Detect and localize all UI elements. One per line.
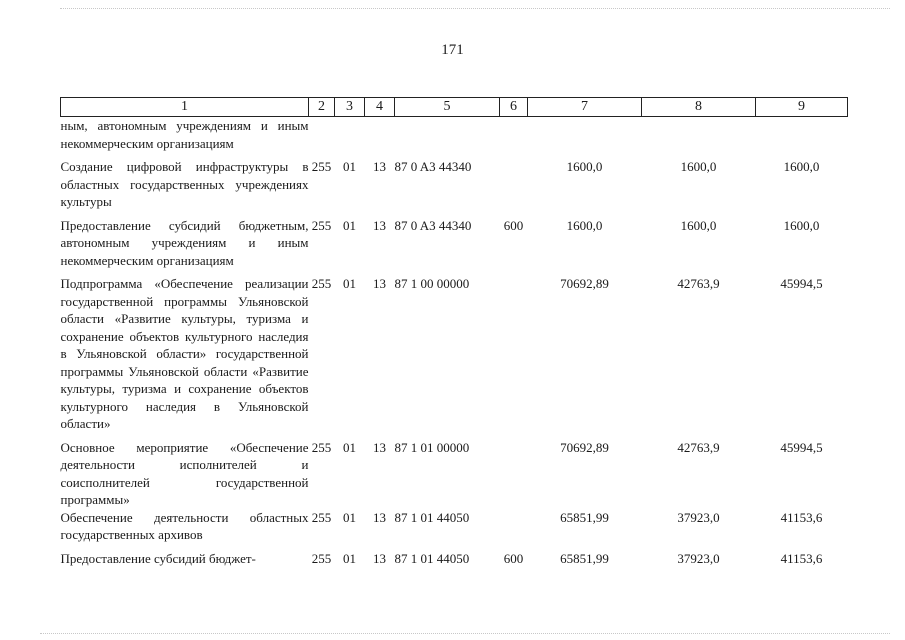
amount-col7-cell	[528, 117, 642, 153]
target-article-cell: 87 1 01 44050	[394, 550, 470, 566]
amount-col9-cell: 45994,5	[780, 276, 823, 291]
col-header-3: 3	[335, 98, 365, 117]
amount-col9-cell: 1600,0	[783, 217, 820, 233]
subsection-code-cell	[365, 117, 395, 153]
table-row	[61, 433, 848, 509]
chapter-code-cell: 255	[311, 159, 332, 174]
row-name-cell: ным, автономным учреждениям и иным некоммерческим организациям	[60, 118, 309, 151]
section-code-cell	[335, 117, 365, 153]
subsection-code-cell: 13	[373, 550, 386, 566]
amount-col9-cell: 41153,6	[780, 509, 823, 525]
row-name-cell: Предоставление субсидий бюджет-	[60, 550, 256, 566]
amount-col9-cell: 45994,5	[780, 439, 823, 455]
expense-type-cell	[500, 117, 528, 153]
expense-type-cell: 600	[503, 217, 524, 233]
amount-col7-cell: 70692,89	[560, 439, 609, 455]
col-header-4: 4	[365, 98, 395, 117]
target-article-cell: 87 1 01 00000	[394, 439, 470, 455]
col-header-5: 5	[395, 98, 500, 117]
amount-col8-cell: 37923,0	[677, 509, 720, 525]
section-code-cell: 01	[343, 276, 356, 291]
target-article-cell: 87 0 A3 44340	[394, 159, 472, 174]
target-article-cell: 87 1 01 44050	[394, 509, 470, 525]
amount-col7-cell: 1600,0	[566, 159, 603, 174]
subsection-code-cell: 13	[373, 159, 386, 174]
amount-col7-cell: 65851,99	[560, 550, 609, 566]
row-name-cell: Подпрограмма «Обеспечение реализации государственной программы Ульяновской области «Развитие культуры, туризма и сохранение объектов культурного наследия в Ульяновской области» государственной программы Ульяновской области «Развитие культуры, туризма и сохранение объектов культурного наследия в Ульяновской области»	[60, 276, 309, 431]
col-header-9: 9	[756, 98, 848, 117]
scan-edge-top	[60, 8, 890, 10]
col-header-1: 1	[61, 98, 309, 117]
amount-col8-cell	[642, 117, 756, 153]
header-row	[61, 98, 848, 117]
table-header	[61, 98, 848, 117]
table-row	[61, 509, 848, 544]
amount-col9-cell: 1600,0	[783, 159, 820, 174]
subsection-code-cell: 13	[373, 439, 386, 455]
target-article-cell	[395, 117, 500, 153]
row-name-cell: Основное мероприятие «Обеспечение деятельности исполнителей и соисполнителей государственной программы»	[60, 439, 309, 507]
chapter-code-cell: 255	[311, 217, 332, 233]
amount-col8-cell: 42763,9	[677, 276, 720, 291]
row-name-cell: Предоставление субсидий бюджетным, автономным учреждениям и иным некоммерческим организациям	[60, 217, 309, 268]
chapter-code-cell: 255	[311, 439, 332, 455]
target-article-cell: 87 0 A3 44340	[394, 217, 472, 233]
section-code-cell: 01	[343, 217, 356, 233]
section-code-cell: 01	[343, 159, 356, 174]
col-header-6: 6	[500, 98, 528, 117]
subsection-code-cell: 13	[373, 217, 386, 233]
row-name-cell: Создание цифровой инфраструктуры в областных государственных учреждениях культуры	[60, 159, 309, 209]
amount-col7-cell: 1600,0	[566, 217, 603, 233]
row-name-cell: Обеспечение деятельности областных государственных архивов	[60, 509, 309, 542]
amount-col8-cell: 42763,9	[677, 439, 720, 455]
table-row	[61, 152, 848, 211]
col-header-8: 8	[642, 98, 756, 117]
page-number: 171	[441, 42, 464, 58]
amount-col7-cell: 65851,99	[560, 509, 609, 525]
amount-col7-cell: 70692,89	[560, 276, 609, 291]
chapter-code-cell: 255	[311, 550, 332, 566]
expense-type-cell	[500, 269, 528, 433]
scan-edge-bottom	[40, 633, 890, 635]
table-row	[61, 211, 848, 270]
section-code-cell: 01	[343, 550, 356, 566]
amount-col8-cell: 1600,0	[680, 217, 717, 233]
col-header-7: 7	[528, 98, 642, 117]
amount-col9-cell	[756, 117, 848, 153]
subsection-code-cell: 13	[373, 509, 386, 525]
expense-type-cell	[500, 433, 528, 509]
chapter-code-cell	[309, 117, 335, 153]
col-header-2: 2	[309, 98, 335, 117]
expense-type-cell	[500, 509, 528, 544]
table-row	[61, 117, 848, 153]
amount-col8-cell: 37923,0	[677, 550, 720, 566]
budget-table	[60, 97, 848, 567]
amount-col8-cell: 1600,0	[680, 159, 717, 174]
chapter-code-cell: 255	[311, 276, 332, 291]
table-row	[61, 544, 848, 568]
section-code-cell: 01	[343, 439, 356, 455]
section-code-cell: 01	[343, 509, 356, 525]
table-row	[61, 269, 848, 433]
expense-type-cell	[500, 152, 528, 211]
chapter-code-cell: 255	[311, 509, 332, 525]
table-body	[61, 117, 848, 568]
expense-type-cell: 600	[503, 550, 524, 566]
target-article-cell: 87 1 00 00000	[394, 276, 470, 291]
subsection-code-cell: 13	[373, 276, 386, 291]
amount-col9-cell: 41153,6	[780, 550, 823, 566]
